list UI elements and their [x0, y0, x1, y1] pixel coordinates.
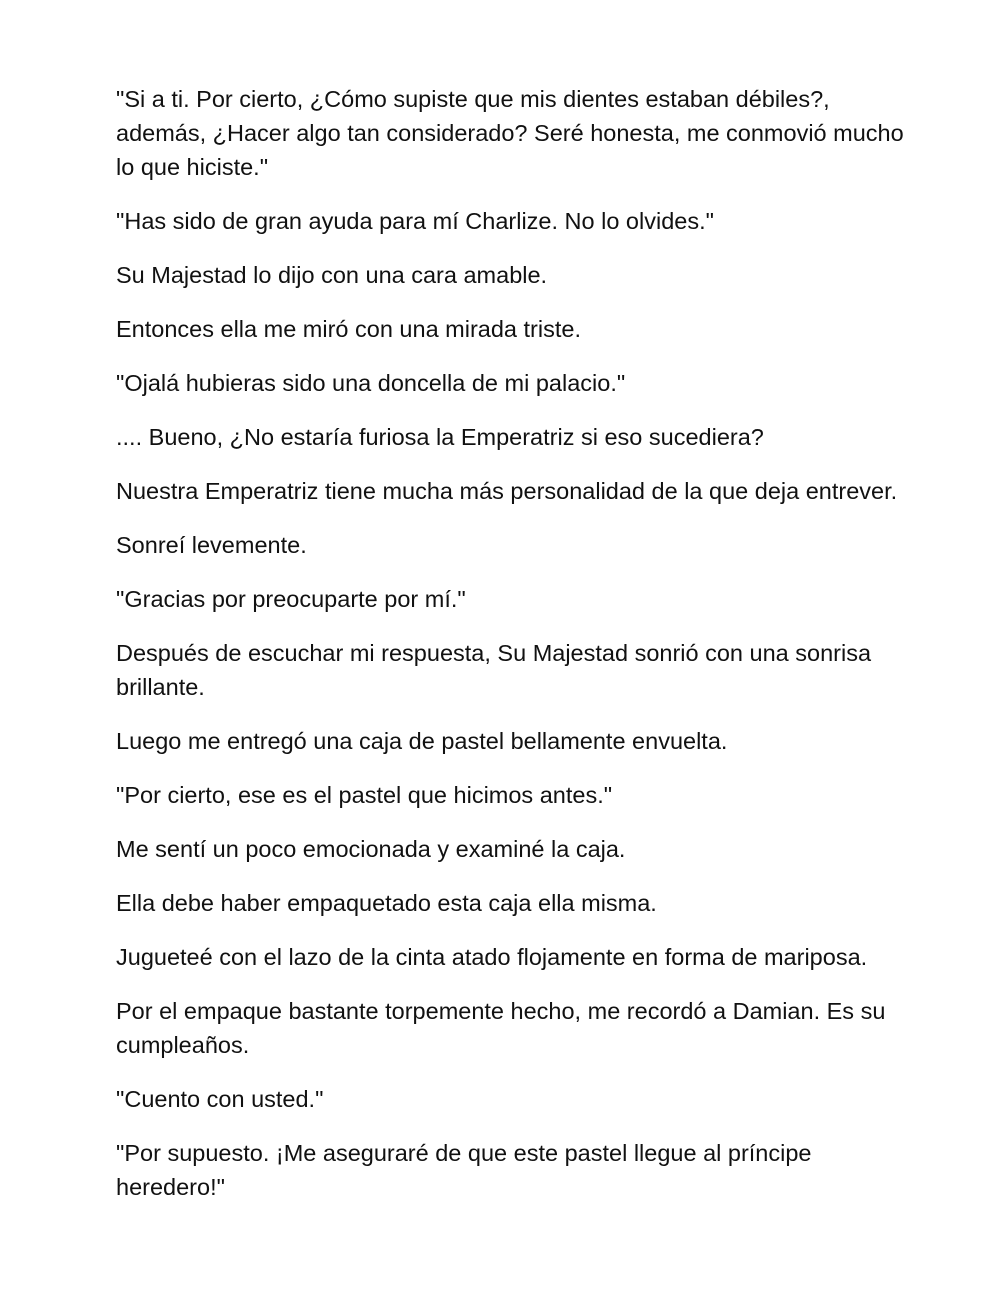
paragraph-11: Luego me entregó una caja de pastel bellamente envuelta. — [116, 728, 728, 754]
paragraph-1: "Si a ti. Por cierto, ¿Cómo supiste que mis dientes estaban débiles?, además, ¿Hacer algo tan considerado? Seré honesta, me conmovió mucho lo que hiciste." — [116, 86, 904, 180]
paragraph-17: "Cuento con usted." — [116, 1086, 324, 1112]
paragraph-5: "Ojalá hubieras sido una doncella de mi palacio." — [116, 370, 626, 396]
paragraph-16: Por el empaque bastante torpemente hecho, me recordó a Damian. Es su cumpleaños. — [116, 998, 886, 1058]
paragraph-2: "Has sido de gran ayuda para mí Charlize. No lo olvides." — [116, 208, 714, 234]
paragraph-14: Ella debe haber empaquetado esta caja ella misma. — [116, 890, 657, 916]
paragraph-13: Me sentí un poco emocionada y examiné la caja. — [116, 836, 626, 862]
paragraph-12: "Por cierto, ese es el pastel que hicimos antes." — [116, 782, 613, 808]
paragraph-18: "Por supuesto. ¡Me aseguraré de que este pastel llegue al príncipe heredero!" — [116, 1140, 812, 1200]
paragraph-3: Su Majestad lo dijo con una cara amable. — [116, 262, 548, 288]
paragraph-6: .... Bueno, ¿No estaría furiosa la Emperatriz si eso sucediera? — [116, 424, 764, 450]
paragraph-9: "Gracias por preocuparte por mí." — [116, 586, 466, 612]
document-body — [116, 82, 906, 1224]
paragraph-7: Nuestra Emperatriz tiene mucha más personalidad de la que deja entrever. — [116, 478, 898, 504]
paragraph-15: Jugueteé con el lazo de la cinta atado flojamente en forma de mariposa. — [116, 944, 868, 970]
paragraph-8: Sonreí levemente. — [116, 532, 307, 558]
paragraph-10: Después de escuchar mi respuesta, Su Majestad sonrió con una sonrisa brillante. — [116, 640, 872, 700]
paragraph-4: Entonces ella me miró con una mirada triste. — [116, 316, 581, 342]
